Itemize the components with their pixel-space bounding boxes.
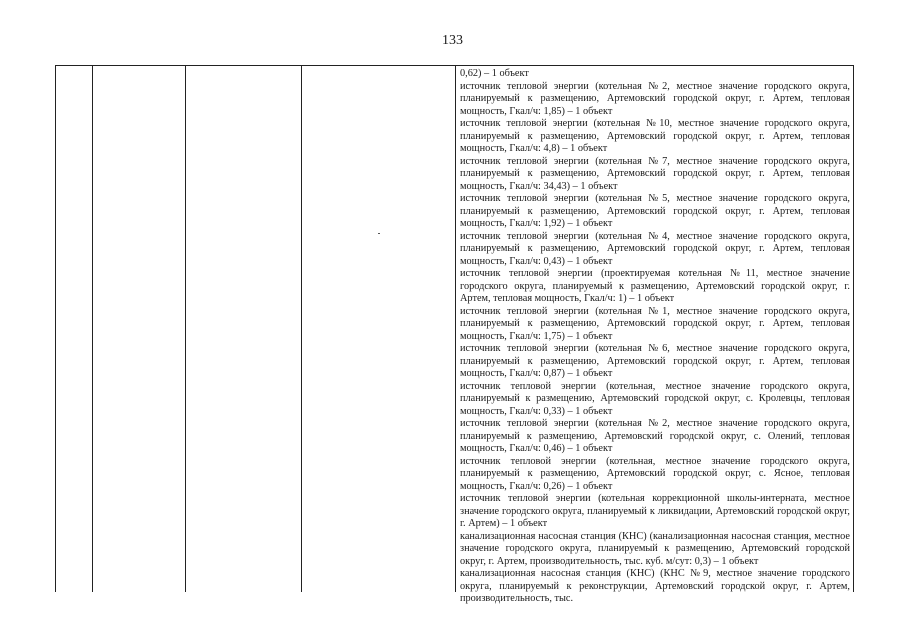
list-item: источник тепловой энергии (котельная №7, местное значение городского округа, планируемый к размещению, Артемовский городской округ, г. Артем, тепловая мощность, Гкал/ч: 34,43) – 1 объект [460,155,850,192]
list-item: источник тепловой энергии (котельная, местное значение городского округа, планируемый к размещению, Артемовский городской округ, с. Кролевцы, тепловая мощность, Гкал/ч: 0,33) – 1 объект [460,380,850,417]
list-item: источник тепловой энергии (проектируемая котельная №11, местное значение городского округа, планируемый к размещению, Артемовский городской округ, г. Артем, тепловая мощность, Гкал/ч: 1) – 1 объект [460,268,850,304]
table-column-2 [93,66,186,592]
document-table [55,65,854,604]
scan-speck [378,233,380,234]
list-item: источник тепловой энергии (котельная №2, местное значение городского округа, планируемый к размещению, Артемовский городской округ, с. Олений, тепловая мощность, Гкал/ч: 0,46) – 1 объект [460,418,850,454]
page-number: 133 [442,33,463,48]
list-item: источник тепловой энергии (котельная, местное значение городского округа, планируемый к размещению, Артемовский городской округ, с. Ясное, тепловая мощность, Гкал/ч: 0,26) – 1 объект [460,455,850,492]
table-column-1 [56,66,93,592]
list-item: канализационная насосная станция (КНС) (канализационная насосная станция, местное значение городского округа, планируемый к размещению, Артемовский городской округ, г. Артем, производительность, тыс. куб. м/сут: 0,3) – 1 объект [460,530,850,567]
list-item: источник тепловой энергии (котельная №2, местное значение городского округа, планируемый к размещению, Артемовский городской округ, г. Артем, тепловая мощность, Гкал/ч: 1,85) – 1 объект [460,80,850,117]
list-item: источник тепловой энергии (котельная №10, местное значение городского округа, планируемый к размещению, Артемовский городской округ, г. Артем, тепловая мощность, Гкал/ч: 4,8) – 1 объект [460,118,850,154]
list-item: источник тепловой энергии (котельная №5, местное значение городского округа, планируемый к размещению, Артемовский городской округ, г. Артем, тепловая мощность, Гкал/ч: 1,92) – 1 объект [460,193,850,229]
table-column-3 [186,66,302,592]
list-item: источник тепловой энергии (котельная коррекционной школы-интерната, местное значение городского округа, планируемый к ликвидации, Артемовский городской округ, г. Артем) – 1 объект [460,493,850,529]
table-column-objects [456,66,853,604]
list-item: 0,62) – 1 объект [460,68,529,79]
list-item: источник тепловой энергии (котельная №6, местное значение городского округа, планируемый к размещению, Артемовский городской округ, г. Артем, тепловая мощность, Гкал/ч: 0,87) – 1 объект [460,343,850,379]
table-column-4 [302,66,456,592]
list-item: канализационная насосная станция (КНС) (КНС №9, местное значение городского округа, планируемый к реконструкции, Артемовский городской округ, г. Артем, производительность, тыс. [460,568,850,604]
list-item: источник тепловой энергии (котельная №1, местное значение городского округа, планируемый к размещению, Артемовский городской округ, г. Артем, тепловая мощность, Гкал/ч: 1,75) – 1 объект [460,305,850,342]
list-item: источник тепловой энергии (котельная №4, местное значение городского округа, планируемый к размещению, Артемовский городской округ, г. Артем, тепловая мощность, Гкал/ч: 0,43) – 1 объект [460,230,850,267]
